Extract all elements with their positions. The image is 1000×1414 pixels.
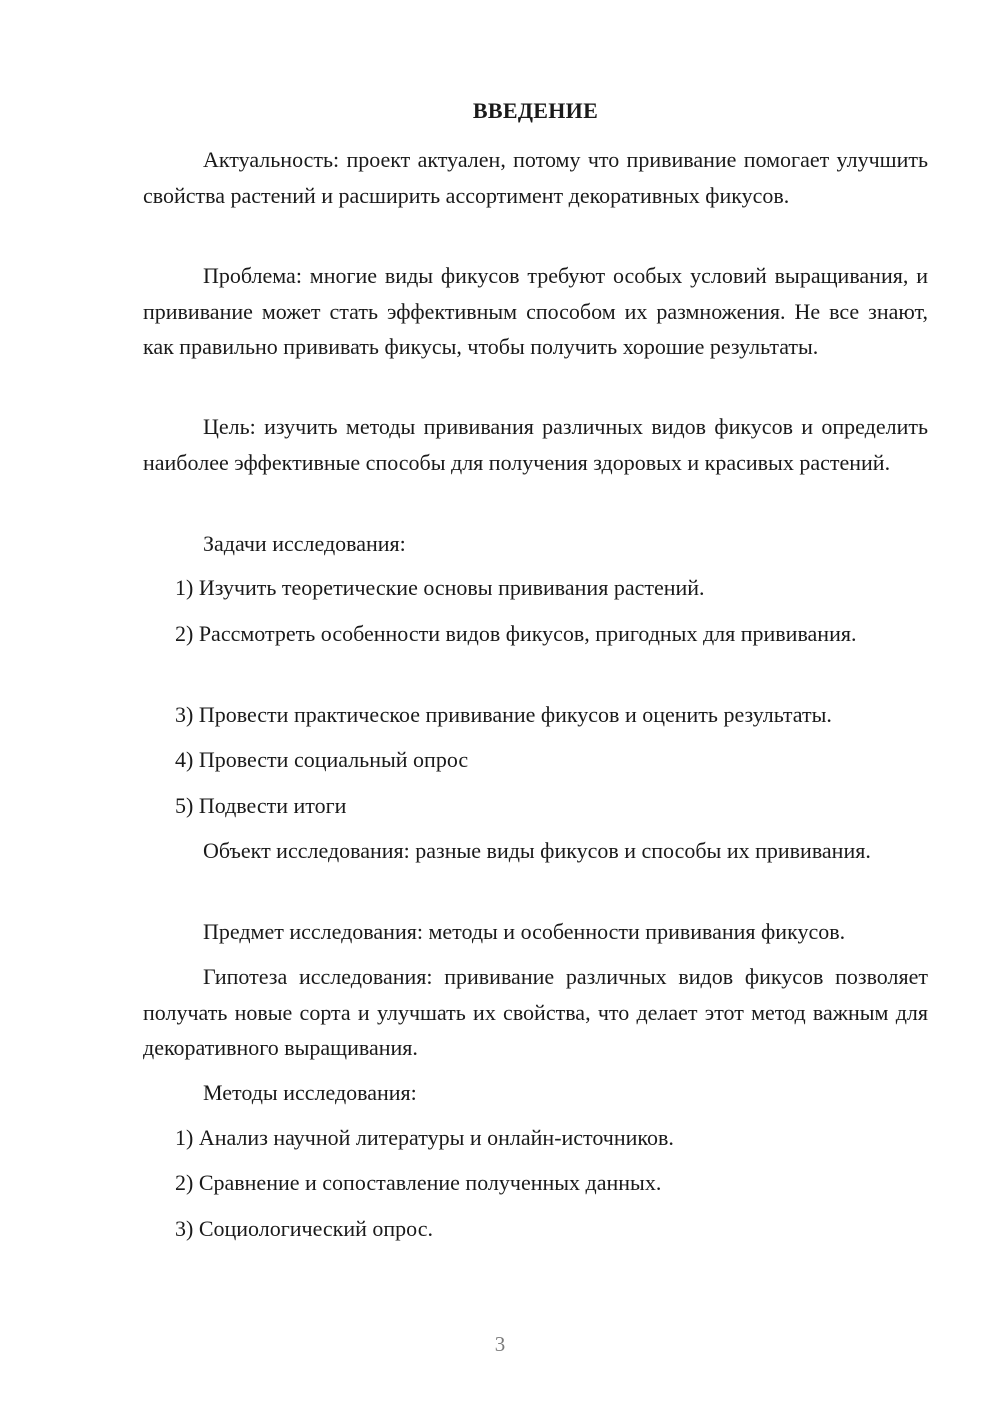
methods-heading: Методы исследования:: [203, 1080, 417, 1105]
page-number: 3: [494, 1332, 506, 1356]
task-item: 1) Изучить теоретические основы прививания растений.: [175, 575, 705, 600]
tasks-heading: Задачи исследования:: [203, 531, 406, 556]
task-item: 3) Провести практическое прививание фикусов и оценить результаты.: [175, 702, 832, 727]
method-item: 2) Сравнение и сопоставление полученных данных.: [175, 1170, 662, 1195]
object-paragraph: Объект исследования: разные виды фикусов и способы их прививания.: [203, 838, 871, 863]
page-title: ВВЕДЕНИЕ: [472, 98, 599, 123]
task-item: 4) Провести социальный опрос: [175, 747, 469, 772]
relevance-paragraph: Актуальность: проект актуален, потому что прививание помогает улучшить свойства растений и расширить ассортимент декоративных фикусов.: [143, 147, 928, 208]
method-item: 3) Социологический опрос.: [175, 1216, 433, 1241]
problem-paragraph: Проблема: многие виды фикусов требуют особых условий выращивания, и прививание может стать эффективным способом их размножения. Не все знают, как правильно прививать фикусы, чтобы получить хорошие результаты.: [143, 263, 928, 359]
subject-paragraph: Предмет исследования: методы и особенности прививания фикусов.: [203, 919, 846, 944]
goal-paragraph: Цель: изучить методы прививания различных видов фикусов и определить наиболее эффективные способы для получения здоровых и красивых растений.: [143, 414, 928, 475]
task-item: 5) Подвести итоги: [175, 793, 347, 818]
task-item: 2) Рассмотреть особенности видов фикусов, пригодных для прививания.: [175, 621, 857, 646]
hypothesis-paragraph: Гипотеза исследования: прививание различных видов фикусов позволяет получать новые сорта и улучшать их свойства, что делает этот метод важным для декоративного выращивания.: [143, 964, 928, 1060]
method-item: 1) Анализ научной литературы и онлайн-источников.: [175, 1125, 674, 1150]
